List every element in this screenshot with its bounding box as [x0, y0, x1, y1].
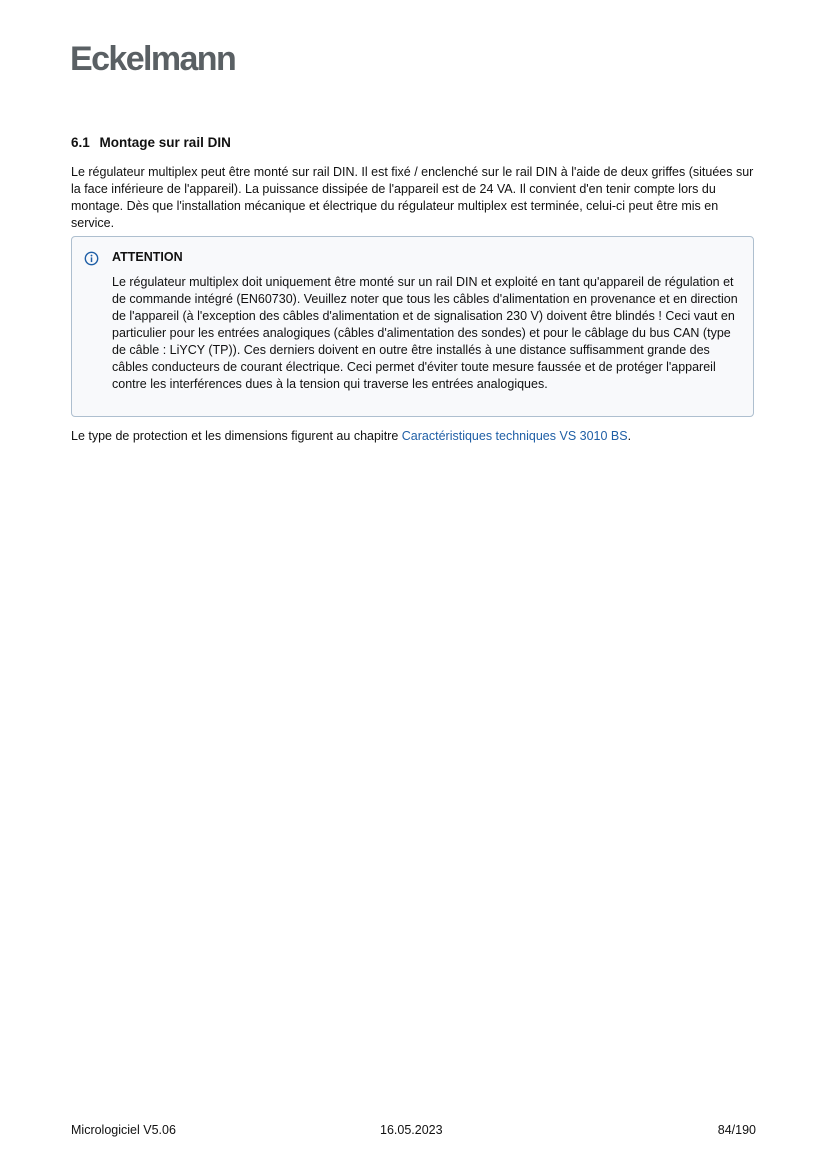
callout-title: ATTENTION: [112, 250, 183, 264]
footer-firmware-version: Micrologiciel V5.06: [71, 1123, 176, 1137]
callout-body: Le régulateur multiplex doit uniquement être monté sur un rail DIN et exploité en tant qu'appareil de régulation et de commande intégré (EN60730). Veuillez noter que tous les câbles d'alimentation en provenance et en direction de l'appareil (à l'exception des câbles d'alimentation et de signalisation 230 V) doivent être blindés ! Ceci vaut en particulier pour les entrées analogiques (câbles d'alimentation des sondes) et pour le câblage du bus CAN (type de câble : LiYCY (TP)). Ces derniers doivent en outre être installés à une distance suffisamment grande des câbles conducteurs de courant électrique. Ceci permet d'éviter toute mesure faussée et de protéger l'appareil contre les interférences dues à la tension qui traverse les entrées analogiques.: [112, 275, 738, 391]
closing-text-end: .: [627, 429, 632, 443]
attention-callout: [71, 236, 754, 417]
section-heading: [71, 135, 231, 150]
info-icon: [84, 251, 99, 266]
intro-paragraph: Le régulateur multiplex peut être monté sur rail DIN. Il est fixé / enclenché sur le rail DIN à l'aide de deux griffes (situées sur la face inférieure de l'appareil). La puissance dissipée de l'appareil est de 24 VA. Il convient d'en tenir compte lors du montage. Dès que l'installation mécanique et électrique du régulateur multiplex est terminée, celui-ci peut être mis en service.: [71, 165, 754, 230]
technical-specs-link[interactable]: Caractéristiques techniques VS 3010 BS: [401, 429, 628, 443]
closing-paragraph: [71, 428, 761, 445]
section-title: Montage sur rail DIN: [99, 135, 231, 150]
closing-text: Le type de protection et les dimensions figurent au chapitre: [71, 429, 402, 443]
section-number: 6.1: [71, 135, 90, 150]
footer-date: 16.05.2023: [380, 1123, 443, 1137]
company-logo: Eckelmann: [70, 40, 236, 78]
footer-page-number: 84/190: [717, 1123, 756, 1137]
